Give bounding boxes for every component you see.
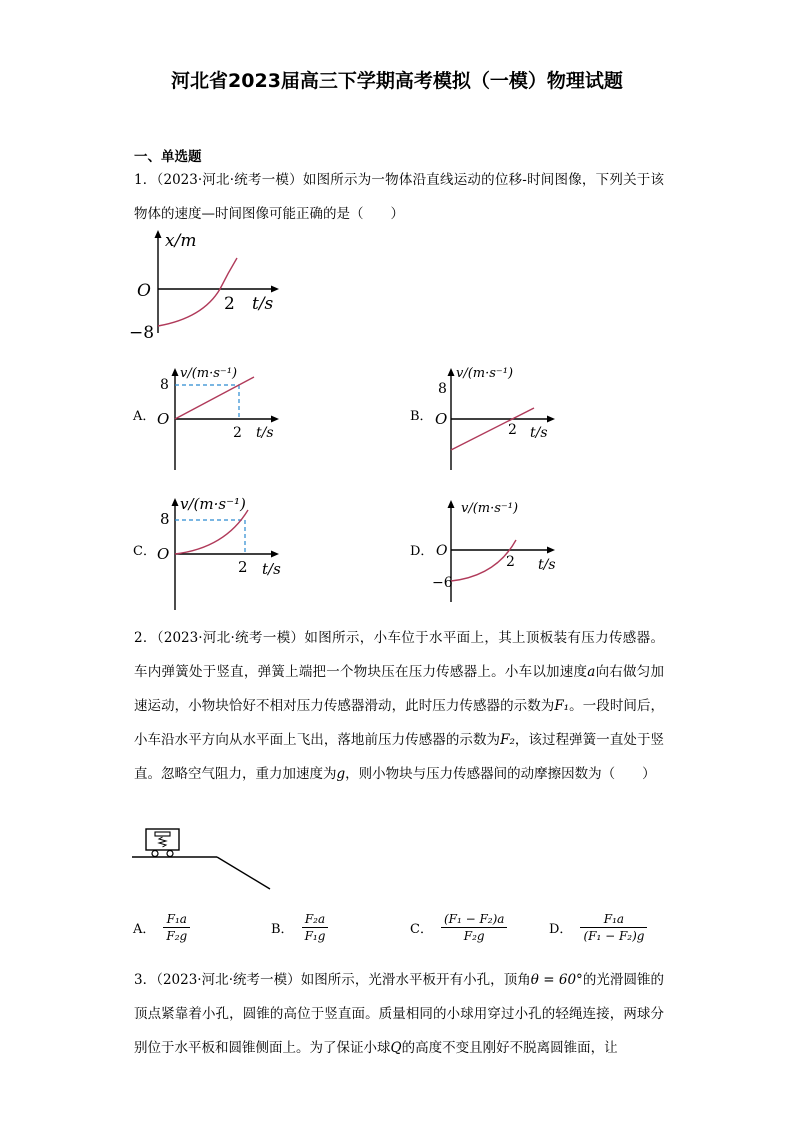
y-axis-arrow <box>172 368 179 376</box>
y-axis-arrow <box>448 368 455 376</box>
x-axis-arrow <box>547 416 555 423</box>
q2-text-part: 向右做匀加速运动，小物块恰好不相对压力传感器滑动，此时压力传感器的示数为 <box>134 664 665 714</box>
option-fraction <box>441 912 507 943</box>
x-axis-arrow <box>547 547 555 554</box>
q1-option-d-graph <box>426 490 566 605</box>
option-letter: B． <box>271 922 294 937</box>
page-title: 河北省2023届高三下学期高考模拟（一模）物理试题 <box>171 70 623 92</box>
x-axis-label: t/s <box>538 557 556 573</box>
q1-option-b-letter: B． <box>410 409 433 424</box>
pressure-sensor <box>155 832 170 836</box>
q2-option-a <box>133 912 190 943</box>
origin-label: O <box>157 545 170 563</box>
y-axis-arrow <box>448 500 455 508</box>
option-fraction <box>302 912 329 943</box>
q3-text-part: 3．（2023·河北·统考一模）如图所示，光滑水平板开有小孔，顶角 <box>134 972 531 988</box>
velocity-line <box>175 377 254 419</box>
x-axis-label: t/s <box>252 294 274 314</box>
section-heading: 一、单选题 <box>134 149 202 165</box>
origin-label: O <box>157 410 170 428</box>
fraction-numerator: F₂a <box>302 912 329 928</box>
velocity-curve <box>175 510 248 554</box>
y-tick-label: 8 <box>438 381 447 397</box>
q2-text-part: 。一段时间后，小车沿水平方向从水平面上飞出，落地前压力传感器的示数为 <box>134 698 665 748</box>
option-fraction <box>163 912 190 943</box>
q2-option-d <box>549 912 647 943</box>
x-tick-label: 2 <box>508 422 517 438</box>
fraction-denominator: F₂g <box>463 929 485 943</box>
question-2-text <box>134 621 664 791</box>
fraction-numerator: F₁a <box>163 912 190 928</box>
q2-text-part: ，该过程弹簧一直处于竖直。忽略空气阻力，重力加速度为 <box>134 732 665 782</box>
q1-option-c-graph <box>150 488 290 613</box>
option-letter: A． <box>133 922 156 937</box>
q3-text-part: 的高度不变且刚好不脱离圆锥面，让 <box>401 1040 618 1056</box>
option-letter: C． <box>410 922 433 937</box>
y-axis-arrow <box>172 498 179 506</box>
x-axis-label: t/s <box>256 425 274 441</box>
displacement-curve <box>158 258 237 326</box>
y-tick-label: −8 <box>129 323 155 343</box>
y-tick-label: 8 <box>160 377 169 393</box>
origin-label: O <box>436 543 448 559</box>
y-axis-label: x/m <box>165 231 197 251</box>
fraction-numerator: F₁a <box>580 912 647 928</box>
q2-option-c <box>410 912 507 943</box>
fraction-denominator: F₁g <box>304 929 326 943</box>
origin-label: O <box>435 410 448 428</box>
y-axis-label: v/(m·s⁻¹) <box>461 501 519 516</box>
question-3-text <box>134 963 664 1065</box>
q1-option-c-letter: C． <box>133 544 156 559</box>
origin-label: O <box>137 281 151 301</box>
velocity-line <box>451 408 534 450</box>
q2-cart-diagram <box>130 826 280 896</box>
fraction-denominator: F₂g <box>166 929 188 943</box>
q1-option-d-letter: D． <box>410 544 434 559</box>
q3-symbol-theta: θ = 60° <box>530 972 583 988</box>
slope-line <box>217 857 270 889</box>
x-axis-label: t/s <box>262 560 281 578</box>
q2-symbol-f1: F₁ <box>554 698 570 714</box>
y-axis-label: v/(m·s⁻¹) <box>180 495 246 513</box>
q3-symbol-q: Q <box>390 1040 402 1056</box>
x-axis-arrow <box>271 551 279 558</box>
option-fraction <box>580 912 647 943</box>
wheel <box>152 851 158 857</box>
x-axis-label: t/s <box>530 425 548 441</box>
y-axis-arrow <box>155 230 162 238</box>
q2-text-part: 2．（2023·河北·统考一模）如图所示，小车位于水平面上，其上顶板装有压力传感器。车内弹簧处于竖直，弹簧上端把一个物块压在压力传感器上。小车以加速度 <box>134 630 664 680</box>
y-axis-label: v/(m·s⁻¹) <box>456 366 514 381</box>
q3-text-part: 的光滑圆锥的顶点紧靠着小孔，圆锥的高位于竖直面。质量相同的小球用穿过小孔的轻绳连接，两球分别位于水平板和圆锥侧面上。为了保证小球 <box>134 972 665 1056</box>
q1-option-a-letter: A． <box>133 409 156 424</box>
q1-option-b-graph <box>426 358 566 473</box>
question-1-text: 1．（2023·河北·统考一模）如图所示为一物体沿直线运动的位移-时间图像，下列关于该物体的速度—时间图像可能正确的是（ ） <box>134 172 664 222</box>
x-tick-label: 2 <box>238 558 248 576</box>
q2-option-b <box>271 912 328 943</box>
q1-main-graph <box>125 228 295 348</box>
q2-symbol-a: a <box>587 664 596 680</box>
x-axis-arrow <box>271 286 279 293</box>
y-tick-label: 8 <box>160 510 170 528</box>
y-tick-label: −6 <box>432 575 453 591</box>
q2-symbol-f2: F₂ <box>500 732 515 748</box>
wheel <box>167 851 173 857</box>
option-letter: D． <box>549 922 573 937</box>
spring <box>159 837 166 847</box>
x-tick-label: 2 <box>233 425 242 441</box>
x-tick-label: 2 <box>506 554 515 570</box>
fraction-numerator: (F₁ − F₂)a <box>441 912 507 928</box>
q2-symbol-g: g <box>336 766 346 782</box>
x-tick-label: 2 <box>224 294 235 314</box>
q1-option-a-graph <box>150 358 290 473</box>
x-axis-arrow <box>271 416 279 423</box>
q2-text-part: ，则小物块与压力传感器间的动摩擦因数为（ ） <box>345 766 656 782</box>
fraction-denominator: (F₁ − F₂)g <box>583 929 645 943</box>
y-axis-label: v/(m·s⁻¹) <box>180 366 238 381</box>
